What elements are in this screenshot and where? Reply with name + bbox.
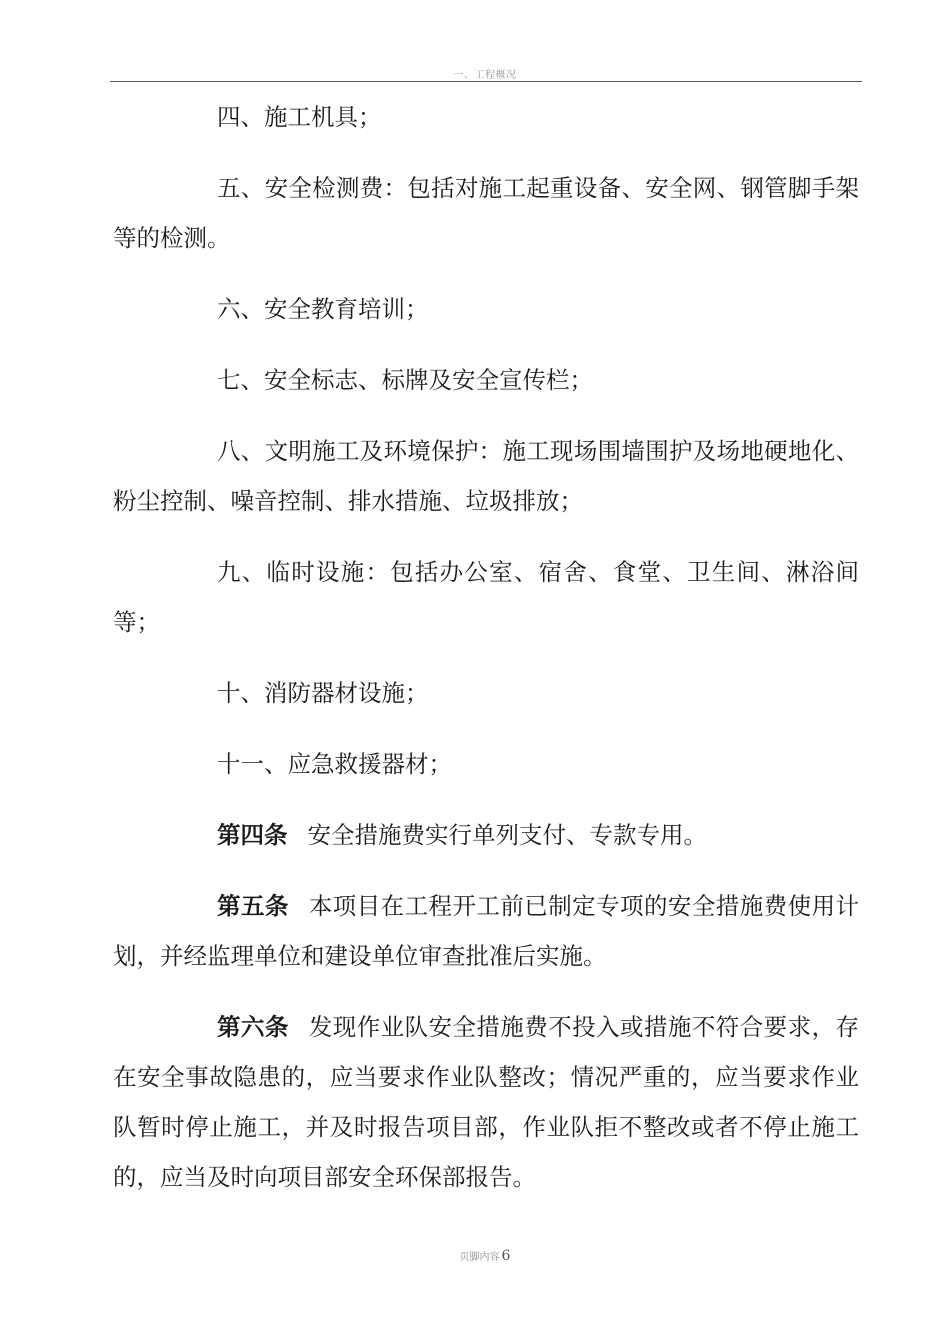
paragraph-item-5 — [113, 163, 859, 263]
article-title: 第四条 — [217, 821, 288, 849]
paragraph-text: 七、安全标志、标牌及安全宣传栏； — [217, 366, 593, 394]
article-title: 第六条 — [217, 1013, 289, 1041]
header-rule — [110, 81, 862, 82]
footer-label: 页脚内容 — [459, 1252, 500, 1263]
paragraph-item-7 — [113, 355, 859, 405]
paragraph-text: 五、安全检测费：包括对施工起重设备、安全网、钢管脚手架等的检测。 — [113, 174, 859, 252]
article-text: 安全措施费实行单列支付、专款专用。 — [307, 821, 707, 849]
document-body — [113, 92, 859, 1223]
paragraph-item-4 — [113, 92, 859, 142]
paragraph-text: 十、消防器材设施； — [217, 679, 429, 707]
page-footer — [0, 1245, 950, 1264]
paragraph-item-9 — [113, 547, 859, 647]
article-6 — [113, 1002, 859, 1202]
article-5 — [113, 881, 859, 981]
paragraph-item-11 — [113, 739, 859, 789]
article-4 — [113, 810, 859, 860]
page-header: 一、工程概况 — [453, 70, 517, 81]
paragraph-item-6 — [113, 284, 859, 334]
paragraph-text: 四、施工机具； — [217, 103, 382, 131]
article-title: 第五条 — [217, 892, 289, 920]
paragraph-text: 六、安全教育培训； — [217, 295, 429, 323]
paragraph-item-10 — [113, 668, 859, 718]
paragraph-item-8 — [113, 426, 859, 526]
article-text: 发现作业队安全措施费不投入或措施不符合要求，存在安全事故隐患的，应当要求作业队整改；情况严重的，应当要求作业队暂时停止施工，并及时报告项目部，作业队拒不整改或者不停止施工的，应当及时向项目部安全环保部报告。 — [113, 1013, 860, 1191]
paragraph-text: 九、临时设施：包括办公室、宿舍、食堂、卫生间、淋浴间等； — [113, 558, 859, 636]
paragraph-text: 十一、应急救援器材； — [217, 750, 452, 778]
paragraph-text: 八、文明施工及环境保护：施工现场围墙围护及场地硬地化、粉尘控制、噪音控制、排水措施、垃圾排放； — [113, 437, 859, 515]
page-number: 6 — [501, 1248, 511, 1264]
article-text: 本项目在工程开工前已制定专项的安全措施费使用计划，并经监理单位和建设单位审查批准后实施。 — [113, 892, 860, 970]
